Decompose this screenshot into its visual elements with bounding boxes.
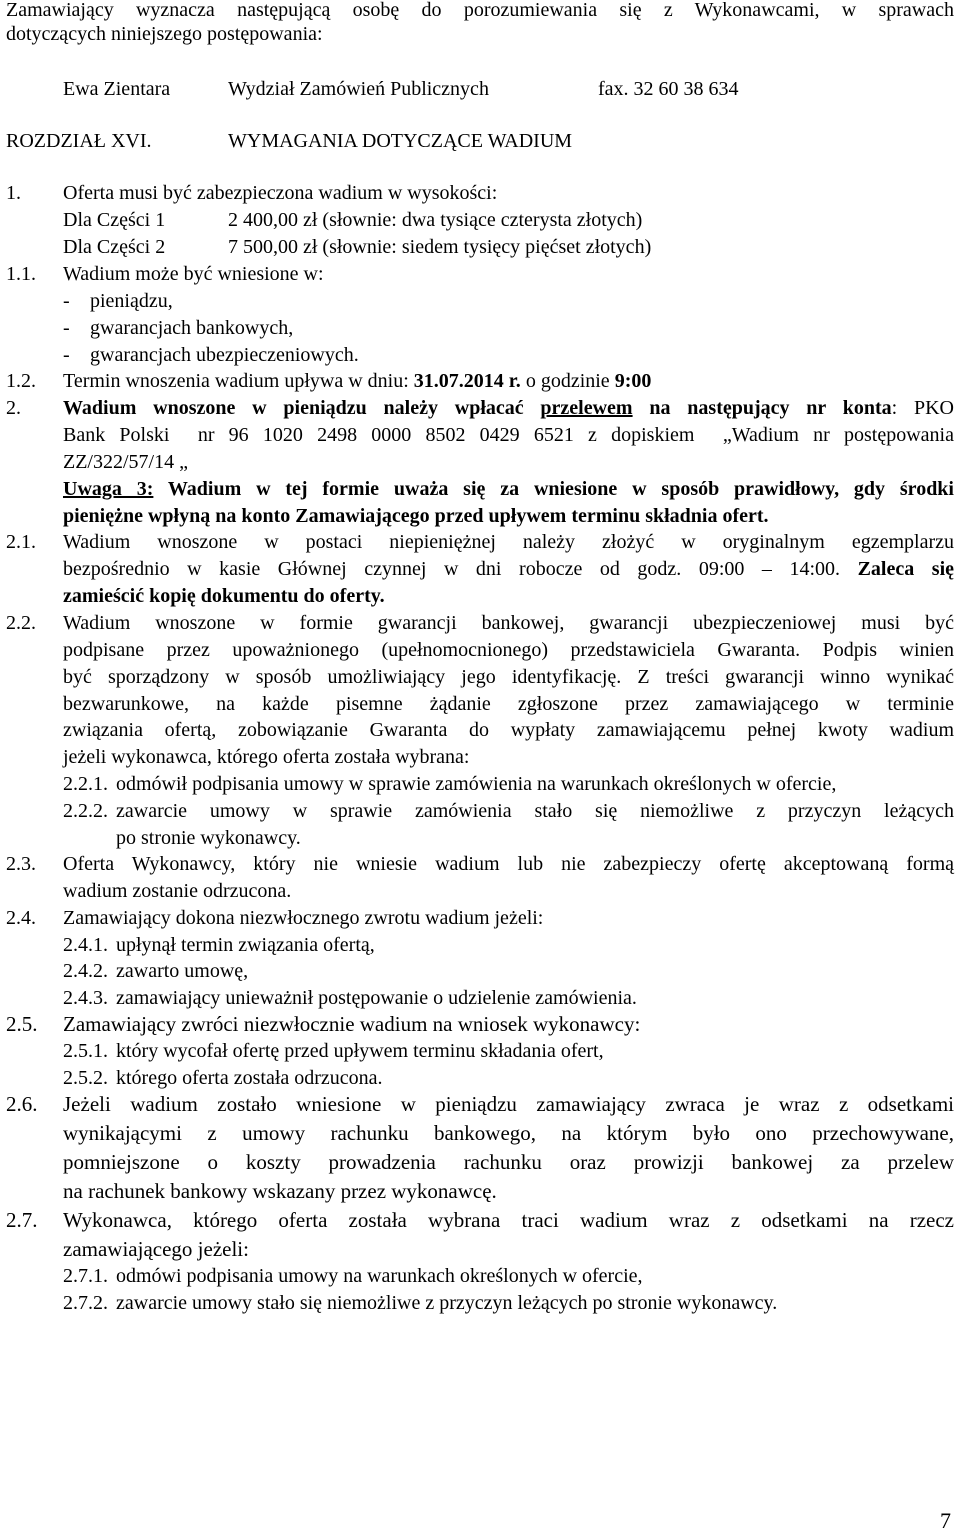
s1-part-2-label: Dla Części 2 bbox=[63, 236, 166, 258]
s24-sub3-text: zamawiający unieważnił postępowanie o udzielenie zamówienia. bbox=[116, 987, 637, 1009]
s25-sub1-text: który wycofał ofertę przed upływem terminu składania ofert, bbox=[116, 1040, 604, 1062]
s26-number: 2.6. bbox=[6, 1092, 38, 1116]
s22-line-4: bezwarunkowe, na każde pisemne żądanie zgłoszone przez zamawiającego w terminie bbox=[63, 693, 954, 715]
intro-line-1: Zamawiający wyznacza następującą osobę do porozumiewania się z Wykonawcami, w sprawach bbox=[6, 0, 954, 21]
s22-sub2-line-1: zawarcie umowy w sprawie zamówienia stało się niemożliwe z przyczyn leżących bbox=[116, 800, 954, 822]
s26-line-2: wynikającymi z umowy rachunku bankowego, na którym było ono przechowywane, bbox=[63, 1121, 954, 1145]
s21-line-3: zamieścić kopię dokumentu do oferty. bbox=[63, 585, 385, 607]
s11-dash-2: - bbox=[63, 317, 70, 339]
s21-line-2 bbox=[63, 557, 954, 581]
s22-sub2-line-2: po stronie wykonawcy. bbox=[116, 827, 301, 849]
s25-number: 2.5. bbox=[6, 1012, 38, 1036]
s1-part-2-amount: 7 500,00 zł (słownie: siedem tysięcy pięćset złotych) bbox=[228, 236, 652, 258]
s27-line-2: zamawiającego jeżeli: bbox=[63, 1237, 249, 1261]
s1-part-1-amount: 2 400,00 zł (słownie: dwa tysiące czterysta złotych) bbox=[228, 209, 643, 231]
s22-sub1-text: odmówił podpisania umowy w sprawie zamówienia na warunkach określonych w ofercie, bbox=[116, 773, 837, 795]
s22-line-6: jeżeli wykonawca, którego oferta została wybrana: bbox=[63, 746, 470, 768]
s2-line-2: Bank Polski nr 96 1020 2498 0000 8502 0429 6521 z dopiskiem „Wadium nr postępowania bbox=[63, 424, 954, 446]
s22-line-5: związania ofertą, zobowiązanie Gwaranta do wypłaty zamawiającemu pełnej kwoty wadium bbox=[63, 719, 954, 741]
s24-sub3-number: 2.4.3. bbox=[63, 987, 108, 1009]
s27-sub2-number: 2.7.2. bbox=[63, 1292, 108, 1314]
s27-sub1-number: 2.7.1. bbox=[63, 1265, 108, 1287]
s21-number: 2.1. bbox=[6, 531, 36, 553]
s24-sub2-text: zawarto umowę, bbox=[116, 960, 249, 982]
s11-item-1: pieniądzu, bbox=[90, 290, 173, 312]
s12-line bbox=[63, 369, 651, 393]
s24-sub1-number: 2.4.1. bbox=[63, 934, 108, 956]
s11-dash-1: - bbox=[63, 290, 70, 312]
s27-number: 2.7. bbox=[6, 1208, 38, 1232]
s24-sub1-text: upłynął termin związania ofertą, bbox=[116, 934, 375, 956]
s26-line-4: na rachunek bankowy wskazany przez wykonawcę. bbox=[63, 1179, 497, 1203]
contact-name: Ewa Zientara bbox=[63, 78, 171, 100]
s12-text: Termin wnoszenia wadium upływa w dniu: bbox=[63, 370, 414, 392]
contact-fax: fax. 32 60 38 634 bbox=[598, 78, 739, 100]
s23-line-2: wadium zostanie odrzucona. bbox=[63, 880, 292, 902]
s2-bold-b: na następujący nr konta bbox=[632, 397, 892, 419]
s2-bold-a: Wadium wnoszone w pieniądzu należy wpłacać bbox=[63, 397, 541, 419]
s24-number: 2.4. bbox=[6, 907, 36, 929]
s23-number: 2.3. bbox=[6, 853, 36, 875]
s1-text: Oferta musi być zabezpieczona wadium w wysokości: bbox=[63, 182, 498, 204]
s2-after: : PKO bbox=[891, 397, 954, 419]
chapter-title: WYMAGANIA DOTYCZĄCE WADIUM bbox=[228, 130, 573, 152]
s11-item-3: gwarancjach ubezpieczeniowych. bbox=[90, 344, 359, 366]
s22-number: 2.2. bbox=[6, 612, 36, 634]
s11-number: 1.1. bbox=[6, 263, 36, 285]
s2-note-label: Uwaga 3: bbox=[63, 478, 154, 500]
s2-underline: przelewem bbox=[540, 397, 633, 419]
s24-text: Zamawiający dokona niezwłocznego zwrotu wadium jeżeli: bbox=[63, 907, 544, 929]
s22-line-2: podpisane przez upoważnionego (upełnomocnionego) przedstawiciela Gwaranta. Podpis winien bbox=[63, 639, 954, 661]
s25-sub2-text: którego oferta została odrzucona. bbox=[116, 1067, 383, 1089]
s21-line-2b: Zaleca się bbox=[857, 558, 955, 580]
s1-number: 1. bbox=[6, 182, 21, 204]
s11-text: Wadium może być wniesione w: bbox=[63, 263, 324, 285]
s12-number: 1.2. bbox=[6, 370, 36, 392]
s2-note-text-1: Wadium w tej formie uważa się za wniesione w sposób prawidłowy, gdy środki bbox=[153, 478, 954, 500]
s26-line-3: pomniejszone o koszty prowadzenia rachunku oraz prowizji bankowej za przelew bbox=[63, 1150, 954, 1174]
s2-line-3: ZZ/322/57/14 „ bbox=[63, 451, 188, 473]
s27-sub2-text: zawarcie umowy stało się niemożliwe z przyczyn leżących po stronie wykonawcy. bbox=[116, 1292, 778, 1314]
s2-line-1 bbox=[63, 396, 954, 420]
s11-dash-3: - bbox=[63, 344, 70, 366]
s26-line-1: Jeżeli wadium zostało wniesione w pieniądzu zamawiający zwraca je wraz z odsetkami bbox=[63, 1092, 954, 1116]
s2-note-line-1 bbox=[63, 477, 954, 501]
s22-sub1-number: 2.2.1. bbox=[63, 773, 108, 795]
s21-line-1: Wadium wnoszone w postaci niepieniężnej należy złożyć w oryginalnym egzemplarzu bbox=[63, 531, 954, 553]
s22-line-1: Wadium wnoszone w formie gwarancji bankowej, gwarancji ubezpieczeniowej musi być bbox=[63, 612, 954, 634]
s2-number: 2. bbox=[6, 397, 21, 419]
chapter-number: ROZDZIAŁ XVI. bbox=[6, 130, 152, 152]
s12-time: 9:00 bbox=[614, 370, 652, 392]
intro-line-2: dotyczących niniejszego postępowania: bbox=[6, 23, 323, 45]
s22-sub2-number: 2.2.2. bbox=[63, 800, 108, 822]
s12-mid: o godzinie bbox=[520, 370, 615, 392]
s21-line-2a: bezpośrednio w kasie Głównej czynnej w dni robocze od godz. 09:00 – 14:00. bbox=[63, 558, 858, 580]
s25-sub1-number: 2.5.1. bbox=[63, 1040, 108, 1062]
s23-line-1: Oferta Wykonawcy, który nie wniesie wadium lub nie zabezpieczy ofertę akceptowaną formą bbox=[63, 853, 954, 875]
s11-item-2: gwarancjach bankowych, bbox=[90, 317, 294, 339]
s24-sub2-number: 2.4.2. bbox=[63, 960, 108, 982]
s22-line-3: być sporządzony w sposób umożliwiający jego identyfikację. Z treści gwarancji winno wynikać bbox=[63, 666, 954, 688]
s1-part-1-label: Dla Części 1 bbox=[63, 209, 166, 231]
s25-text: Zamawiający zwróci niezwłocznie wadium na wniosek wykonawcy: bbox=[63, 1012, 641, 1036]
contact-department: Wydział Zamówień Publicznych bbox=[228, 78, 489, 100]
s2-note-line-2: pieniężne wpłyną na konto Zamawiającego przed upływem terminu składnia ofert. bbox=[63, 505, 769, 527]
page-number: 7 bbox=[940, 1508, 951, 1533]
s12-date: 31.07.2014 r. bbox=[413, 370, 521, 392]
s25-sub2-number: 2.5.2. bbox=[63, 1067, 108, 1089]
s27-sub1-text: odmówi podpisania umowy na warunkach określonych w ofercie, bbox=[116, 1265, 643, 1287]
s27-line-1: Wykonawca, którego oferta została wybrana traci wadium wraz z odsetkami na rzecz bbox=[63, 1208, 954, 1232]
